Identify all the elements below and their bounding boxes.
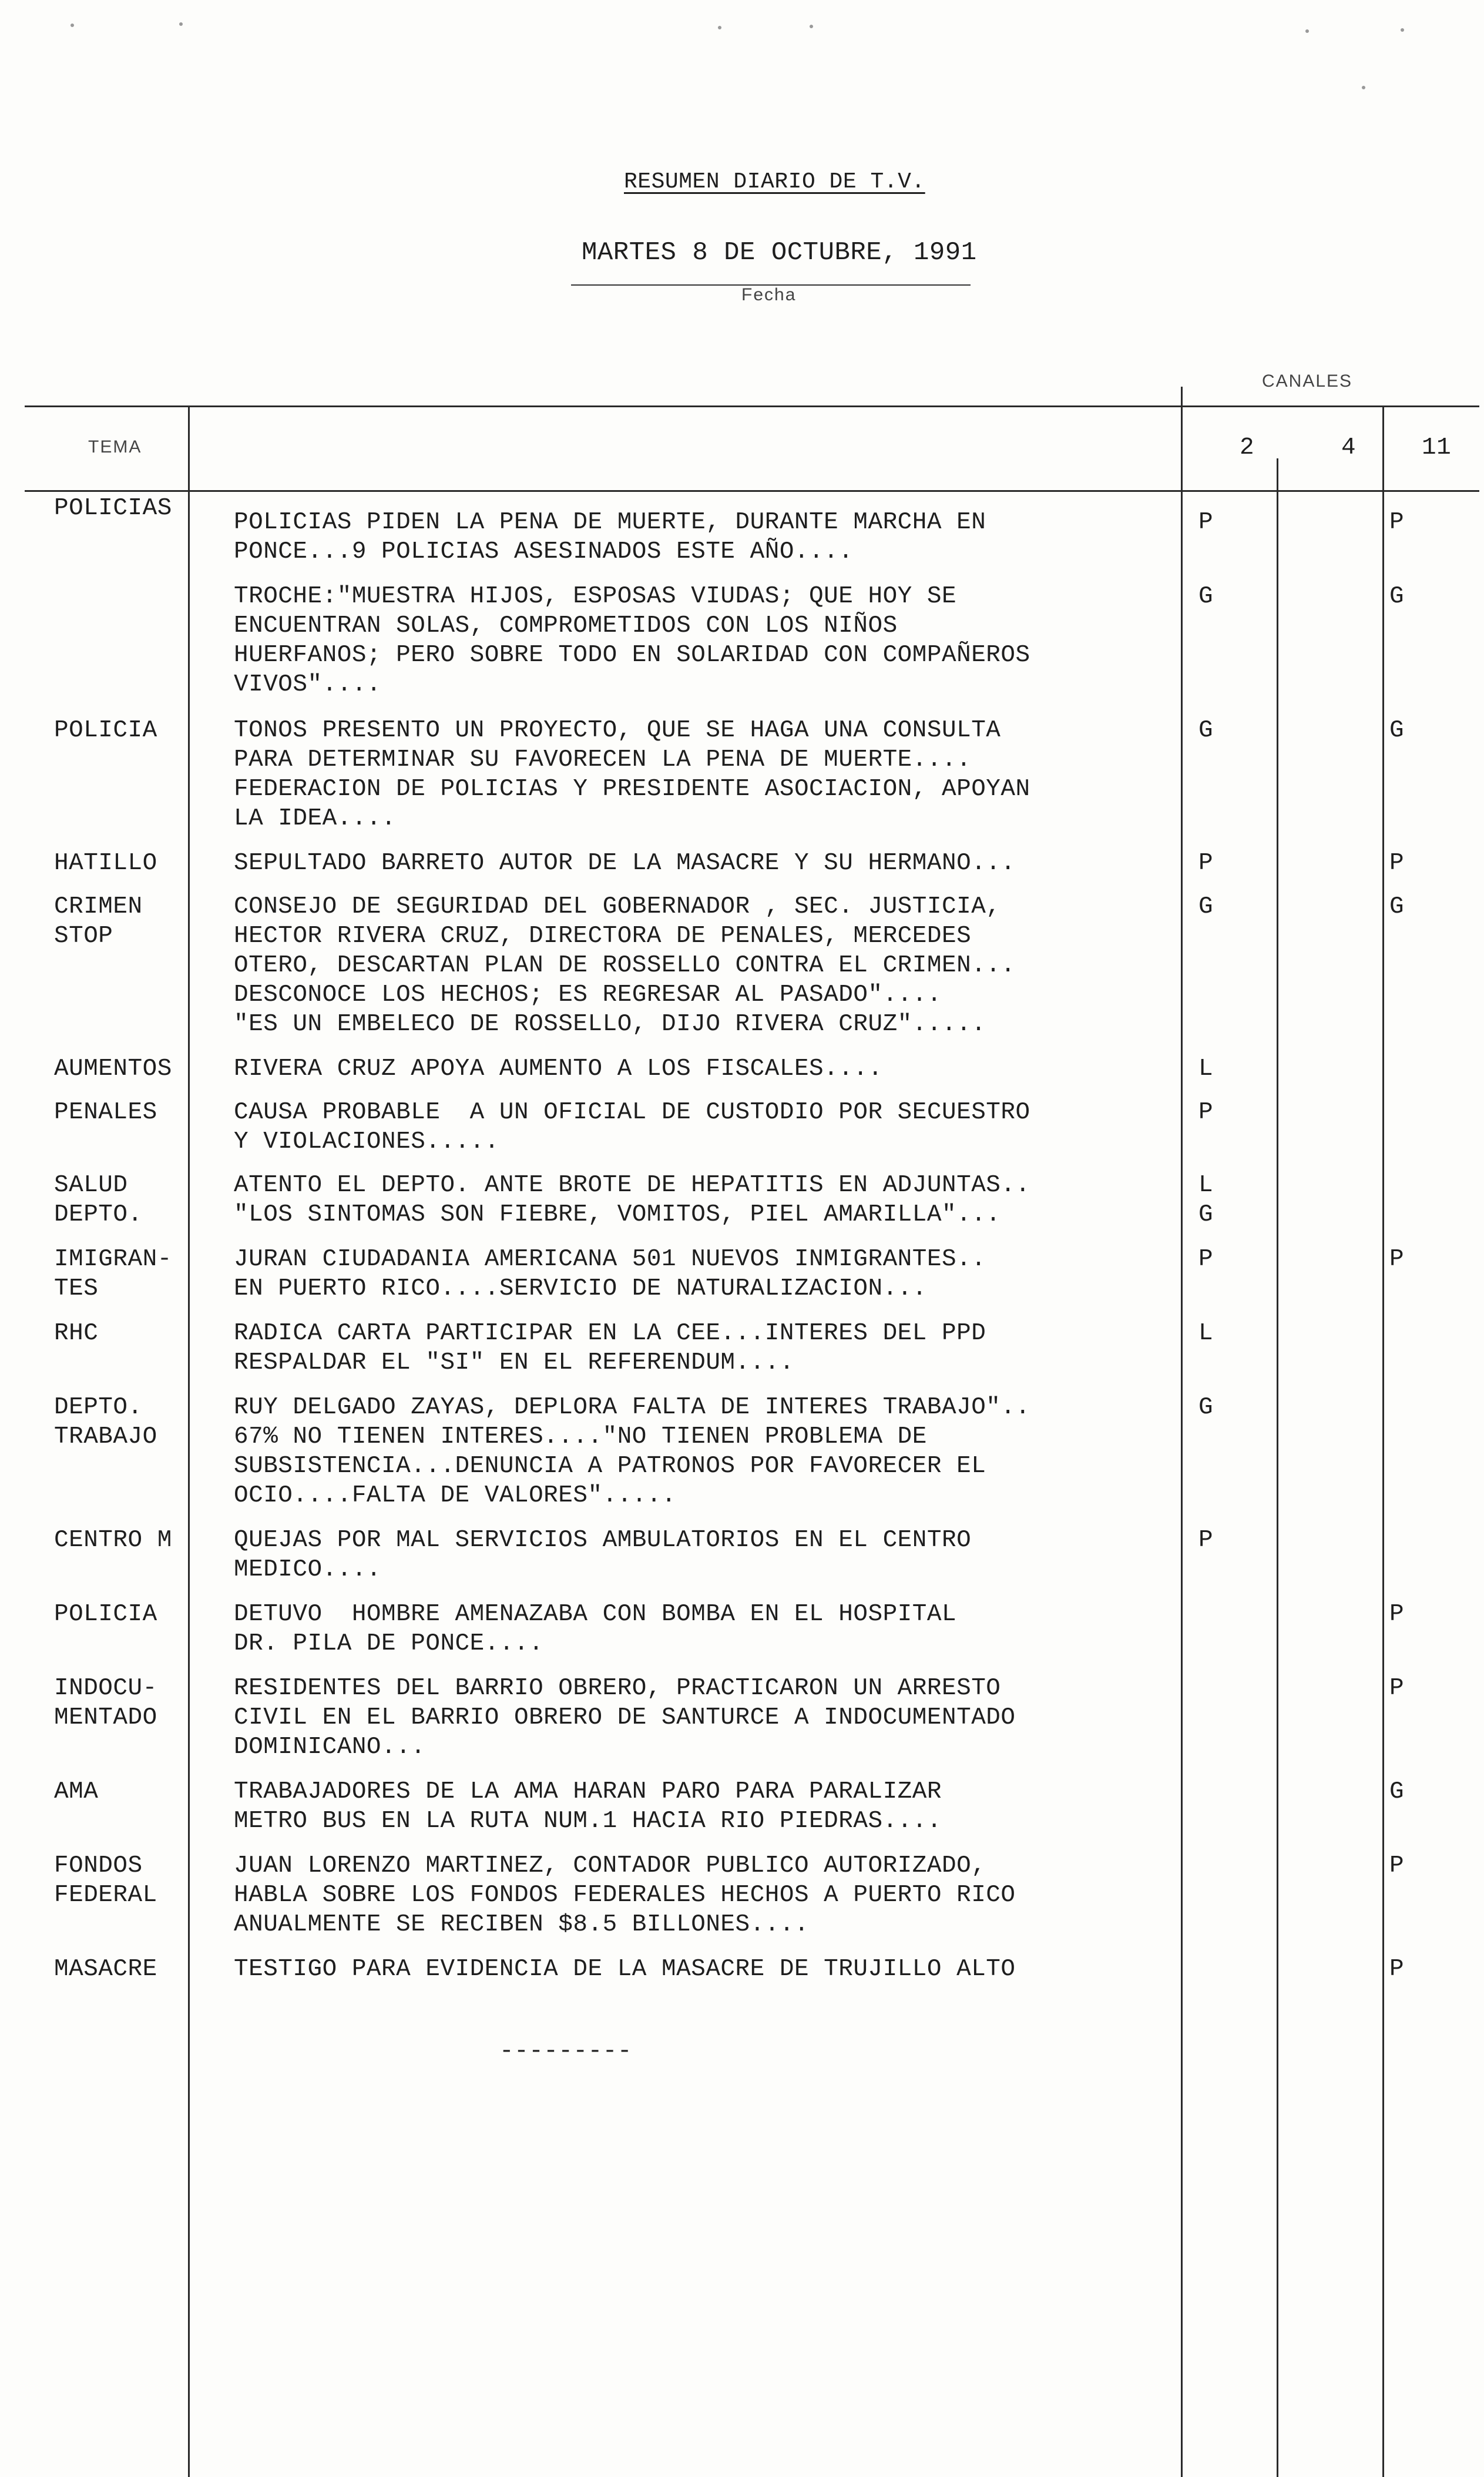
entry-channel-2: G	[1198, 893, 1214, 920]
entry-channel-11: P	[1389, 509, 1405, 536]
entry-story: JURAN CIUDADANIA AMERICANA 501 NUEVOS INMIGRANTES.. EN PUERTO RICO....SERVICIO DE NATURALIZACION...	[234, 1246, 986, 1302]
entry-story: DETUVO HOMBRE AMENAZABA CON BOMBA EN EL HOSPITAL DR. PILA DE PONCE....	[234, 1601, 957, 1657]
entry-story: SEPULTADO BARRETO AUTOR DE LA MASACRE Y SU HERMANO...	[234, 850, 1016, 877]
entry-topic: DEPTO. TRABAJO	[54, 1394, 157, 1450]
channel-2-header: 2	[1240, 434, 1255, 461]
report-date: MARTES 8 DE OCTUBRE, 1991	[582, 238, 977, 267]
entry-channel-2: L G	[1198, 1172, 1214, 1228]
entry-channel-11: P	[1389, 1956, 1405, 1983]
entry-story: TONOS PRESENTO UN PROYECTO, QUE SE HAGA UNA CONSULTA PARA DETERMINAR SU FAVORECEN LA PENA DE MUERTE.... FEDERACION DE POLICIAS Y PRESIDENTE ASOCIACION, APOYAN LA IDEA....	[234, 717, 1030, 832]
entry-topic: FONDOS FEDERAL	[54, 1852, 157, 1909]
entry-topic: AMA	[54, 1778, 99, 1805]
entry-story: TRABAJADORES DE LA AMA HARAN PARO PARA PARALIZAR METRO BUS EN LA RUTA NUM.1 HACIA RIO PIEDRAS....	[234, 1778, 942, 1835]
entry-channel-2: P	[1198, 1099, 1214, 1126]
date-caption: Fecha	[741, 285, 797, 304]
entry-channel-2: P	[1198, 1527, 1214, 1554]
entry-channel-2: P	[1198, 850, 1214, 877]
scan-speck	[1362, 86, 1365, 89]
scan-speck	[1401, 28, 1404, 32]
table-header-rule	[25, 490, 1479, 492]
entry-topic: AUMENTOS	[54, 1055, 172, 1082]
entry-channel-2: G	[1198, 1394, 1214, 1421]
channel-11-column-rule	[1382, 405, 1384, 2477]
entry-topic: POLICIA	[54, 1601, 157, 1628]
entry-topic: CENTRO M	[54, 1527, 172, 1554]
channels-header: CANALES	[1262, 371, 1353, 391]
entry-channel-11: P	[1389, 1675, 1405, 1702]
entry-topic: POLICIAS	[54, 495, 172, 522]
entry-story: CAUSA PROBABLE A UN OFICIAL DE CUSTODIO POR SECUESTRO Y VIOLACIONES.....	[234, 1099, 1030, 1155]
entry-channel-11: P	[1389, 1246, 1405, 1273]
entry-story: QUEJAS POR MAL SERVICIOS AMBULATORIOS EN EL CENTRO MEDICO....	[234, 1527, 972, 1583]
entry-story: TROCHE:"MUESTRA HIJOS, ESPOSAS VIUDAS; QUE HOY SE ENCUENTRAN SOLAS, COMPROMETIDOS CON LOS NIÑOS HUERFANOS; PERO SOBRE TODO EN SOLARIDAD CON COMPAÑEROS VIVOS"....	[234, 583, 1030, 698]
scan-speck	[1305, 29, 1309, 33]
scan-speck	[718, 26, 721, 29]
entry-topic: MASACRE	[54, 1956, 157, 1983]
entry-story: ATENTO EL DEPTO. ANTE BROTE DE HEPATITIS EN ADJUNTAS.. "LOS SINTOMAS SON FIEBRE, VOMITOS, PIEL AMARILLA"...	[234, 1172, 1030, 1228]
entry-channel-2: P	[1198, 1246, 1214, 1273]
entry-story: RESIDENTES DEL BARRIO OBRERO, PRACTICARON UN ARRESTO CIVIL EN EL BARRIO OBRERO DE SANTURCE A INDOCUMENTADO DOMINICANO...	[234, 1675, 1016, 1761]
entry-channel-11: G	[1389, 893, 1405, 920]
entry-story: RUY DELGADO ZAYAS, DEPLORA FALTA DE INTERES TRABAJO".. 67% NO TIENEN INTERES...."NO TIENEN PROBLEMA DE SUBSISTENCIA...DENUNCIA A PATRONOS POR FAVORECER EL OCIO....FALTA DE VALORES".....	[234, 1394, 1030, 1509]
entry-story: RIVERA CRUZ APOYA AUMENTO A LOS FISCALES....	[234, 1055, 883, 1082]
entry-channel-2: G	[1198, 717, 1214, 744]
scan-speck	[70, 24, 74, 27]
entry-story: RADICA CARTA PARTICIPAR EN LA CEE...INTERES DEL PPD RESPALDAR EL "SI" EN EL REFERENDUM....	[234, 1320, 986, 1376]
channels-header-rule	[1181, 405, 1479, 407]
entry-channel-11: G	[1389, 1778, 1405, 1805]
channel-4-header: 4	[1341, 434, 1357, 461]
entry-topic: CRIMEN STOP	[54, 893, 143, 950]
entry-story: TESTIGO PARA EVIDENCIA DE LA MASACRE DE TRUJILLO ALTO	[234, 1956, 1016, 1983]
topic-header: TEMA	[88, 437, 142, 457]
channel-2-column-rule	[1181, 387, 1183, 2477]
entry-topic: POLICIA	[54, 717, 157, 744]
entry-channel-11: G	[1389, 717, 1405, 744]
entry-topic: IMIGRAN- TES	[54, 1246, 172, 1302]
entry-topic: RHC	[54, 1320, 99, 1347]
entry-story: CONSEJO DE SEGURIDAD DEL GOBERNADOR , SEC. JUSTICIA, HECTOR RIVERA CRUZ, DIRECTORA DE PENALES, MERCEDES OTERO, DESCARTAN PLAN DE ROSSELLO CONTRA EL CRIMEN... DESCONOCE LOS HECHOS; ES REGRESAR AL PASADO".... "ES UN EMBELECO DE ROSSELLO, DIJO RIVERA CRUZ".....	[234, 893, 1016, 1038]
channel-4-column-rule	[1277, 458, 1278, 2477]
entry-channel-11: G	[1389, 583, 1405, 610]
entry-channel-2: P	[1198, 509, 1214, 536]
entry-story: POLICIAS PIDEN LA PENA DE MUERTE, DURANTE MARCHA EN PONCE...9 POLICIAS ASESINADOS ESTE AÑO....	[234, 509, 986, 565]
entry-channel-2: L	[1198, 1320, 1214, 1347]
entry-channel-2: L	[1198, 1055, 1214, 1082]
entry-topic: INDOCU- MENTADO	[54, 1675, 157, 1731]
entry-channel-11: P	[1389, 850, 1405, 877]
scan-speck	[810, 25, 813, 28]
entry-channel-11: P	[1389, 1601, 1405, 1628]
entry-channel-11: P	[1389, 1852, 1405, 1879]
entry-topic: SALUD DEPTO.	[54, 1172, 143, 1228]
entry-topic: HATILLO	[54, 850, 157, 877]
document-title: RESUMEN DIARIO DE T.V.	[624, 169, 925, 195]
entry-channel-2: G	[1198, 583, 1214, 610]
entry-topic: PENALES	[54, 1099, 157, 1126]
channel-11-header: 11	[1422, 434, 1452, 461]
scan-speck	[179, 22, 183, 26]
end-mark: ---------	[499, 2038, 632, 2065]
entry-story: JUAN LORENZO MARTINEZ, CONTADOR PUBLICO AUTORIZADO, HABLA SOBRE LOS FONDOS FEDERALES HECHOS A PUERTO RICO ANUALMENTE SE RECIBEN $8.5 BILLONES....	[234, 1852, 1016, 1938]
